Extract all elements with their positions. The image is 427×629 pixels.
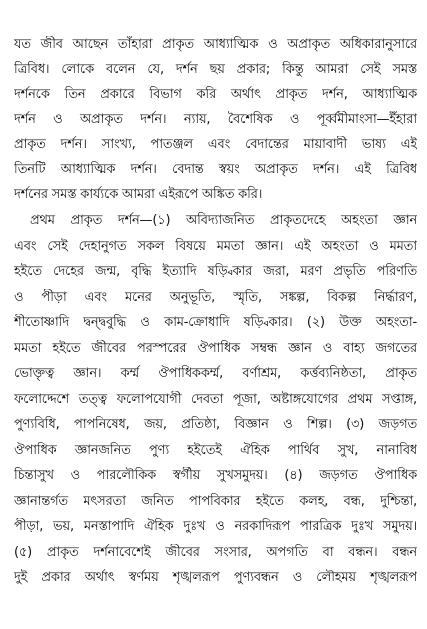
text-line-3: দর্শনকে তিন প্রকারে বিভাগ করি অর্থাৎ প্রাকৃত দর্শন, আধ্যাত্মিক bbox=[14, 87, 417, 102]
text-line-9: এবং সেই দেহানুগত সকল বিষয়ে মমতা জ্ঞান। এই অহংতা ও মমতা bbox=[14, 239, 417, 254]
text-line-16: পুণ্যবিধি, পাপনিষেধ, জয়, প্রতিষ্ঠা, বিজ্ঞান ও শিল্প। (৩) জড়গত bbox=[14, 417, 417, 432]
text-line-2: ত্রিবিধ। লোকে বলেন যে, দর্শন ছয় প্রকার; কিন্তু আমরা সেই সমস্ত bbox=[14, 62, 417, 77]
text-line-18: চিন্তাসুখ ও পারলৌকিক স্বর্গীয় সুখসমুদয়। (৪) জড়গত ঔপাধিক bbox=[14, 468, 417, 483]
text-line-14: ভোক্তৃত্ব জ্ঞান। কর্ম্ম ঔপাধিককর্ম্ম, বর্ণাশ্রম, কর্ত্তব্যনিষ্ঠতা, প্রাকৃত bbox=[14, 366, 417, 381]
text-line-4: দর্শন ও অপ্রাকৃত দর্শন। ন্যায়, বৈশেষিক ও পূর্ব্বমীমাংসা—ইঁহারা bbox=[14, 112, 417, 127]
text-line-6: তিনটি আধ্যাত্মিক দর্শন। বেদান্ত স্বয়ং অপ্রাকৃত দর্শন। এই ত্রিবিধ bbox=[14, 162, 417, 177]
paragraph-heading-line: প্রথম প্রাকৃত দর্শন—(১) অবিদ্যাজনিত প্রাকৃতদেহে অহংতা জ্ঞান bbox=[30, 213, 417, 228]
text-line-11: ও পীড়া এবং মনের অনুভূতি, স্মৃতি, সঙ্কল্প, বিকল্প নির্দ্ধারণ, bbox=[14, 290, 417, 305]
text-line-20: পীড়া, ভয়, মনস্তাপাদি ঐহিক দুঃখ ও নরকাদিরূপ পারত্রিক দুঃখ সমুদয়। bbox=[14, 519, 417, 534]
text-line-21: (৫) প্রাকৃত দর্শনাবেশেই জীবের সংসার, অপগতি বা বন্ধন। বন্ধন bbox=[14, 545, 417, 560]
text-line-22: দুই প্রকার অর্থাৎ স্বর্ণময় শৃঙ্খলরূপ পুণ্যবন্ধন ও লৌহময় শৃঙ্খলরূপ bbox=[14, 570, 417, 585]
text-line-1: যত জীব আছেন তাঁহারা প্রাকৃত আধ্যাত্মিক ও অপ্রাকৃত অধিকারানুসারে bbox=[14, 37, 417, 52]
text-line-19: জ্ঞানান্তর্গত মৎসরতা জনিত পাপবিকার হইতে কলহ, বন্ধ, দুশ্চিন্তা, bbox=[14, 494, 417, 509]
text-line-17: ঔপাধিক জ্ঞানজনিত পুণ্য হইতেই ঐহিক পার্থিব সুখ, নানাবিধ bbox=[14, 443, 417, 458]
text-line-5: প্রাকৃত দর্শন। সাংখ্য, পাতঞ্জল এবং বেদান্তের মায়াবাদী ভাষ্য এই bbox=[14, 137, 417, 152]
text-line-12: শীতোষ্ণাদি দ্বন্দ্ববুদ্ধি ও কাম-ক্রোধাদি ষড়্বিকার। (২) উক্ত অহংতা- bbox=[14, 315, 417, 330]
text-line-10: হইতে দেহের জন্ম, বৃদ্ধি ইত্যাদি ষড়্বিকার জরা, মরণ প্রভৃতি পরিণতি bbox=[14, 264, 417, 279]
text-line-7: দর্শনের সমস্ত কার্য্যকে আমরা এইরূপে অঙ্কিত করি। bbox=[14, 187, 263, 202]
text-line-15: ফলোদ্দেশে তত্ত্ব ফলোপযোগী দেবতা পূজা, অষ্টাঙ্গযোগের প্রথম সপ্তাঙ্গ, bbox=[14, 392, 417, 407]
text-line-13: মমতা হইতে জীবের পরস্পরের ঔপাধিক সম্বন্ধ জ্ঞান ও বাহ্য জগতের bbox=[14, 341, 417, 356]
